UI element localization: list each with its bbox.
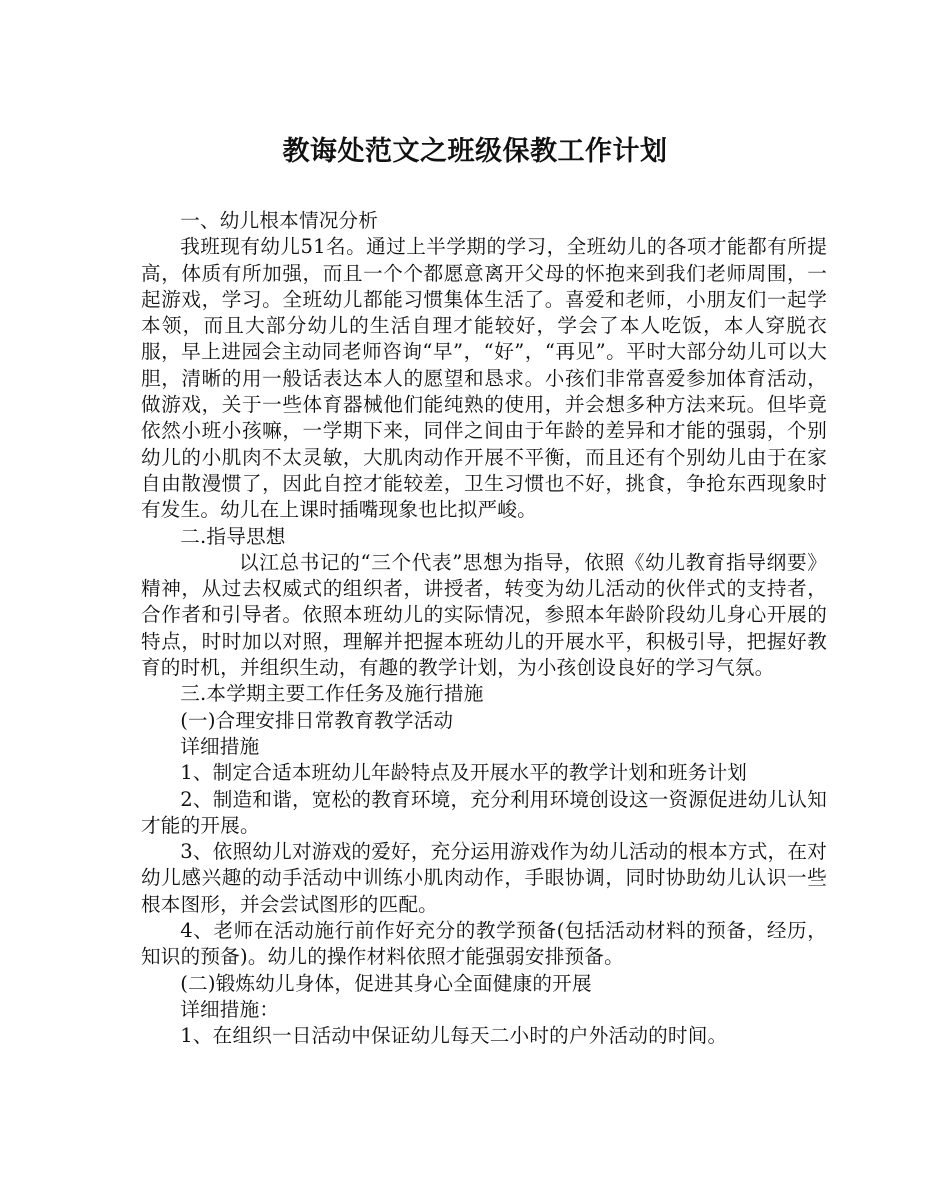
subsection-heading-2: (二)锻炼幼儿身体，促进其身心全面健康的开展 bbox=[180, 971, 592, 995]
measure-item-4: 4、老师在活动施行前作好充分的教学预备(包括活动材料的预备，经历，知识的预备)。幼儿的操作材料依照才能强弱安排预备。 bbox=[141, 919, 827, 969]
section-heading-1: 一、幼儿根本情况分析 bbox=[180, 209, 379, 232]
measures-label-1: 详细措施 bbox=[180, 734, 260, 758]
document-body bbox=[141, 208, 827, 1050]
measure-item-2: 2、制造和谐，宽松的教育环境，充分利用环境创设这一资源促进幼儿认知才能的开展。 bbox=[141, 787, 827, 837]
section-heading-2: 二.指导思想 bbox=[180, 524, 286, 548]
measure-item-3: 3、依照幼儿对游戏的爱好，充分运用游戏作为幼儿活动的根本方式，在对幼儿感兴趣的动手活动中训练小肌肉动作，手眼协调，同时协助幼儿认识一些根本图形，并会尝试图形的匹配。 bbox=[141, 840, 827, 916]
measure-item-5: 1、在组织一日活动中保证幼儿每天二小时的户外活动的时间。 bbox=[180, 1024, 728, 1048]
measure-item-1: 1、制定合适本班幼儿年龄特点及开展水平的教学计划和班务计划 bbox=[180, 761, 748, 785]
paragraph-guiding-ideology: 以江总书记的“三个代表”思想为指导，依照《幼儿教育指导纲要》精神，从过去权威式的组织者，讲授者，转变为幼儿活动的伙伴式的支持者，合作者和引导者。依照本班幼儿的实际情况，参照本年龄阶段幼儿身心开展的特点，时时加以对照，理解并把握本班幼儿的开展水平，积极引导，把握好教育的时机，并组织生动，有趣的教学计划，为小孩创设良好的学习气氛。 bbox=[141, 550, 827, 680]
subsection-heading-1: (一)合理安排日常教育教学活动 bbox=[180, 708, 454, 732]
document-title: 教诲处范文之班级保教工作计划 bbox=[282, 136, 668, 167]
measures-label-2: 详细措施： bbox=[180, 997, 280, 1021]
section-heading-3: 三.本学期主要工作任务及施行措施 bbox=[180, 682, 484, 706]
paragraph-situation-analysis: 我班现有幼儿51名。通过上半学期的学习，全班幼儿的各项才能都有所提高，体质有所加强，而且一个个都愿意离开父母的怀抱来到我们老师周围，一起游戏，学习。全班幼儿都能习惯集体生活了。喜爱和老师，小朋友们一起学本领，而且大部分幼儿的生活自理才能较好，学会了本人吃饭，本人穿脱衣服，早上进园会主动同老师咨询“早”，“好”，“再见”。平时大部分幼儿可以大胆，清晰的用一般话表达本人的愿望和恳求。小孩们非常喜爱参加体育活动，做游戏，关于一些体育器械他们能纯熟的使用，并会想多种方法来玩。但毕竟依然小班小孩嘛，一学期下来，同伴之间由于年龄的差异和才能的强弱，个别幼儿的小肌肉不太灵敏，大肌肉动作开展不平衡，而且还有个别幼儿由于在家自由散漫惯了，因此自控才能较差，卫生习惯也不好，挑食，争抢东西现象时有发生。幼儿在上课时插嘴现象也比拟严峻。 bbox=[141, 235, 827, 522]
